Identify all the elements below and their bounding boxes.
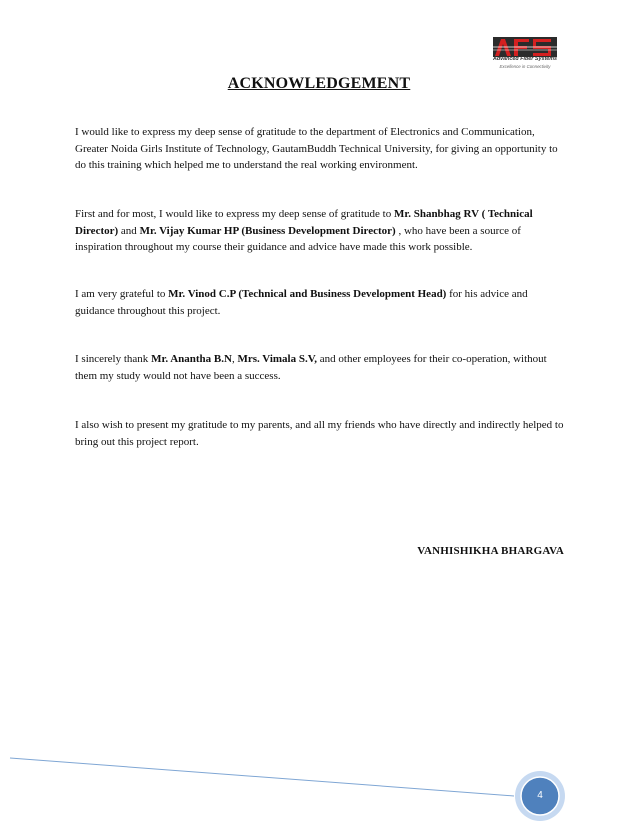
bold-name-technical-director: Mr. Shanbhag RV ( Technical Director) xyxy=(75,208,533,237)
paragraph-family-thanks xyxy=(75,417,565,450)
paragraph-text: , xyxy=(231,353,238,365)
paragraph-employees-thanks xyxy=(75,351,565,384)
paragraph-text: for his advice and guidance throughout this project. xyxy=(75,288,528,317)
bold-name-employee-1: Mr. Anantha B.N xyxy=(151,353,232,365)
paragraph-text: I am very grateful to xyxy=(75,288,169,300)
page-title: ACKNOWLEDGEMENT xyxy=(227,75,411,92)
paragraph-department-gratitude xyxy=(75,124,565,174)
author-signature-name: VANHISHIKHA BHARGAVA xyxy=(417,545,564,557)
afs-logo-mark xyxy=(489,34,561,58)
company-logo xyxy=(489,34,561,76)
paragraph-head-gratitude xyxy=(75,286,565,319)
paragraph-directors-gratitude xyxy=(75,206,565,256)
page-number-badge xyxy=(514,770,566,822)
paragraph-text: and other employees for their co-operation, without them my study would not have been a success. xyxy=(75,353,547,382)
paragraph-text: I would like to express my deep sense of gratitude to the department of Electronics and Communication, Greater Noida Girls Institute of Technology, GautamBuddh Technical University, for giving an opportunity to do this training which helped me to understand the real working environment. xyxy=(75,126,558,171)
bold-name-head: Mr. Vinod C.P (Technical and Business Development Head) xyxy=(168,288,447,300)
paragraph-text: , who have been a source of inspiration throughout my course their guidance and advice have made this work possible. xyxy=(75,224,521,253)
logo-tagline: Advanced Fiber Systems xyxy=(492,56,558,62)
bold-name-employee-2: Mrs. Vimala S.V, xyxy=(237,353,318,365)
page-number: 4 xyxy=(537,790,543,801)
bold-name-business-director: Mr. Vijay Kumar HP (Business Development Director) xyxy=(139,224,396,237)
logo-subtagline: Excellence in Connectivity xyxy=(499,64,551,69)
paragraph-text: I sincerely thank xyxy=(75,353,152,365)
paragraph-text: First and for most, I would like to express my deep sense of gratitude to xyxy=(75,208,394,220)
paragraph-text: and xyxy=(118,224,140,237)
paragraph-text: I also wish to present my gratitude to my parents, and all my friends who have directly and indirectly helped to bring out this project report. xyxy=(75,419,564,448)
